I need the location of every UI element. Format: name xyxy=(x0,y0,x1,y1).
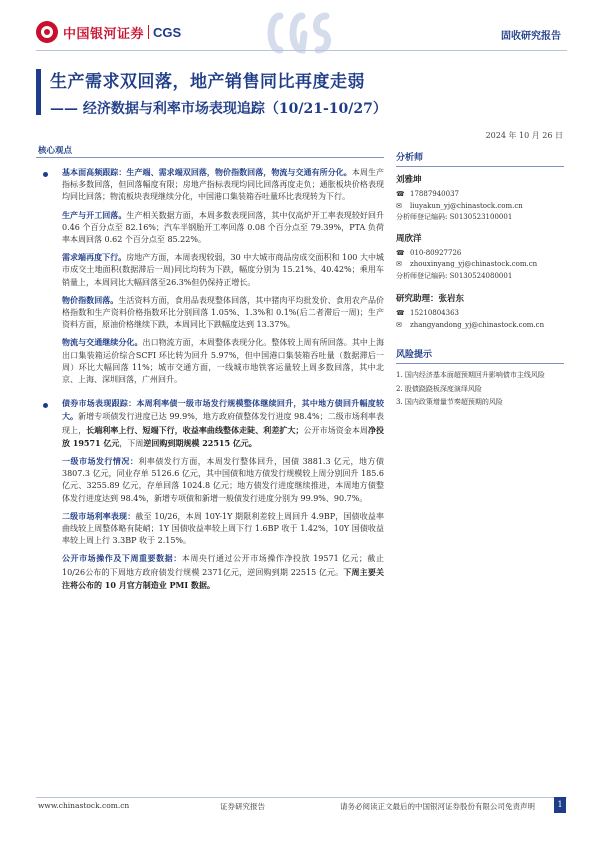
email-icon: ✉ xyxy=(396,260,402,268)
footer-divider xyxy=(36,797,567,798)
paragraph-prices: 物价指数回落。生活资料方面，食用品表现整体回落，其中猪肉平均批发价、食用农产品价格指数和生产资料价格指数环比分别回落 1.05%、1.3%和 0.1%(后二者滞后一周)；生产资料方面，原油价格继续下跌，本周同比下跌幅度达到 13.37%。 xyxy=(62,294,384,330)
phone-icon: ☎ xyxy=(396,190,405,198)
company-logo xyxy=(36,20,181,44)
analyst-card xyxy=(396,173,564,224)
logo-divider xyxy=(148,25,149,39)
analyst-cert: 分析师登记编码: S0130524080001 xyxy=(396,271,513,280)
analyst-card xyxy=(396,232,564,283)
report-type-label: 固收研究报告 xyxy=(501,31,561,42)
phone-icon: ☎ xyxy=(396,248,405,257)
analyst-email[interactable]: liuyakun_yj@chinastock.com.cn xyxy=(410,201,523,210)
title-accent-bar xyxy=(36,69,41,115)
cgs-watermark-icon xyxy=(262,4,338,62)
footer-doc-type: 证券研究报告 xyxy=(220,802,265,811)
risk-item: 2. 股债跷跷板深度演绎风险 xyxy=(396,384,482,393)
logo-en-text: CGS xyxy=(153,24,182,40)
bullet-dot-icon xyxy=(43,403,48,408)
core-divider xyxy=(36,157,384,158)
risk-item: 3. 国内政策增量节奏超预期的风险 xyxy=(396,398,503,406)
risk-heading: 风险提示 xyxy=(396,347,564,364)
analyst-phone: 17887940037 xyxy=(410,190,459,198)
page-number: 1 xyxy=(554,797,566,813)
main-content xyxy=(40,166,384,597)
assistant-phone: 15210804363 xyxy=(410,309,459,317)
email-icon: ✉ xyxy=(396,201,402,210)
report-subtitle: —— 经济数据与利率市场表现追踪（10/21-10/27） xyxy=(50,101,387,117)
assistant-card xyxy=(396,292,564,331)
core-viewpoint-label: 核心观点 xyxy=(38,146,73,156)
footer-disclaimer: 请务必阅读正文最后的中国银河证券股份有限公司免责声明 xyxy=(340,802,535,811)
paragraph-primary-market: 一级市场发行情况：利率债发行方面，本周发行整体回升，国债 3881.3 亿元，地方债 3807.3 亿元，同业存单 5126.6 亿元，其中国债和地方债发行规模较上周分别回升 185.6 亿元、3255.89 亿元，存单回落 1024.8 亿元；地方债发行进度继续推进，本周地方债整体发行进度达到 98.4%，新增专项债和新增一般债发行进度分别为 99.9%、90.7%。 xyxy=(62,456,385,503)
logo-cn-text: 中国银河证券 xyxy=(63,25,145,41)
report-date: 2024 年 10 月 26 日 xyxy=(485,131,563,140)
risk-item: 1. 国内经济基本面超预期回升影响债市主线风险 xyxy=(396,371,545,379)
analyst-name: 刘雅坤 xyxy=(396,175,422,185)
sidebar xyxy=(396,150,564,409)
footer-website-link[interactable]: www.chinastock.com.cn xyxy=(38,801,130,810)
assistant-title: 研究助理：张岩东 xyxy=(396,294,465,304)
page-header xyxy=(0,0,595,62)
bullet-bond-market xyxy=(40,397,384,592)
assistant-email[interactable]: zhangyandong_yj@chinastock.com.cn xyxy=(410,320,545,329)
logo-mark-icon xyxy=(36,21,58,43)
analyst-email[interactable]: zhouxinyang_yj@chinastock.com.cn xyxy=(410,260,538,268)
analyst-phone: 010-80927726 xyxy=(410,248,462,257)
phone-icon: ☎ xyxy=(396,309,405,317)
bullet-fundamentals xyxy=(40,166,384,386)
paragraph-demand: 需求端再度下行。房地产方面，本周表现较弱，30 中大城市商品房成交面积和 100 大中城市成交土地面积(数据滞后一周)同比均转为下跌，幅度分别为 15.21%、40.42%；乘用车销量上，本周同比大幅回落至26.3%但仍保持正增长。 xyxy=(62,252,385,287)
paragraph-secondary-market: 二级市场利率表现：截至 10/26，本周 10Y-1Y 期限利差较上周回升 4.9BP，国债收益率曲线较上周整体略有陡峭；1Y 国债收益率较上周下行 1.6BP 收于 1.42%，10Y 国债收益率较上周上行 3.3BP 收于 2.15%。 xyxy=(62,510,384,546)
analyst-heading: 分析师 xyxy=(396,150,564,167)
paragraph-fundamentals: 基本面高频跟踪：生产端、需求端双回落，物价指数回落，物流与交通有所分化。本周生产指标多数回落，但回落幅度有限；房地产指标表现均同比回落再度走负；通胀板块价格表现均同比回落；物流板块表现继续分化，中国港口集装箱吞吐量环比表现转为下行。 xyxy=(62,167,384,202)
report-title: 生产需求双回落，地产销售同比再度走弱 xyxy=(50,72,365,92)
analyst-name: 周欣洋 xyxy=(396,233,422,244)
header-divider xyxy=(36,50,567,51)
email-icon: ✉ xyxy=(396,320,402,329)
analyst-cert: 分析师登记编码: S0130523100001 xyxy=(396,213,513,221)
paragraph-logistics: 物流与交通继续分化。出口物流方面，本周整体表现分化。整体较上周有所回落。其中上海出口集装箱运价综合SCFI 环比转为回升 5.97%，但中国港口集装箱吞吐量（数据滞后一周）环比大幅回落 11%；城市交通方面，一线城市地铁客运量较上周多数回落，其中北京、上海、深圳回落，广州回升。 xyxy=(62,337,384,385)
bullet-dot-icon xyxy=(43,172,48,177)
paragraph-production: 生产与开工回落。生产相关数据方面，本周多数表现回落，其中仅高炉开工率表现较好回升 0.46 个百分点至 82.16%；汽车半钢胎开工率回落 0.08 个百分点至 79.39%，PTA 负荷率本周回落 0.62 个百分点至 85.22%。 xyxy=(62,209,385,245)
paragraph-bond-market: 债券市场表现跟踪：本周利率债一级市场发行规模整体继续回升，其中地方债回升幅度较大。新增专项债发行进度已达 99.9%，地方政府债整体发行进度 98.4%；二级市场利率表现上，长端利率上行、短端下行，收益率曲线整体走陡、利差扩大；公开市场资金本周净投放 19571 亿元，下周逆回购到期规模 22515 亿元。 xyxy=(62,398,385,448)
paragraph-open-market: 公开市场操作及下周重要数据：本周央行通过公开市场操作净投放 19571 亿元；截止 10/26公布的下周地方政府债发行规模 2371亿元，逆回购到期 22515 亿元。下周主要关注将公布的 10 月官方制造业 PMI 数据。 xyxy=(62,553,384,590)
